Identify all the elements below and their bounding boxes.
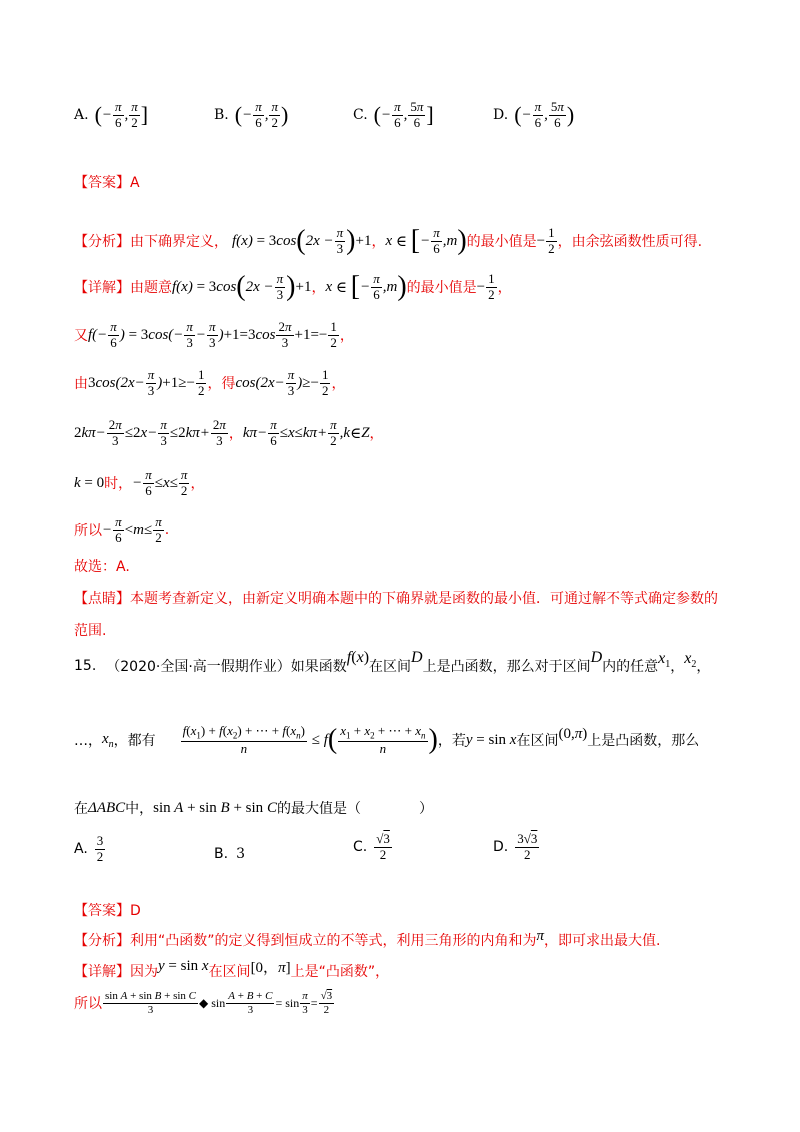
q15-final [74, 990, 335, 1016]
q15-option-d: D. $\frac{3√3}{2}$ [493, 831, 538, 862]
q15-answer: 【答案】D [74, 903, 141, 919]
option-b [214, 100, 288, 131]
q15-detail-text3: 上是“凸函数”， [290, 963, 390, 980]
q14-step2-math2: cos(2x− $\frac{\pi}{3}$ ) ≥− $\frac{1}{2}$ [235, 367, 329, 398]
q15-detail-text4: 所以 [74, 996, 102, 1013]
q15-option-a-label: A. [74, 841, 88, 858]
q14-step3-math2: kπ− $\frac{\pi}{6}$ ≤ x ≤ kπ+ $\frac{\pi}{2}$ ,k ∈ Z [242, 417, 370, 448]
q15-stem-line3: 在 ΔABC 中， sin A + sin B + sin C 的最大值是（ ） [74, 799, 433, 817]
q15-analysis: 【分析】 利用“凸函数”的定义得到恒成立的不等式，利用三角形的内角和为 π ，即可求出最大值. [74, 927, 661, 949]
q14-comment-tag: 【点睛】 [74, 591, 130, 607]
q15-analysis-text: 利用“凸函数”的定义得到恒成立的不等式，利用三角形的内角和为 [130, 933, 537, 949]
q14-step1-math: f(− $\frac{\pi}{6}$ ) = 3 cos(− $\frac{\pi}{3}$ − $\frac{\pi}{3}$ ) +1=3 cos $\frac{2\pi}{3}$ +1=− $\frac{1}{2}$ [88, 319, 337, 350]
q15-detail-text1: 因为 [130, 963, 158, 980]
q15-stem-line1: 15. （2020·全国·高一假期作业） 如果函数 f(x) 在区间 D 上是凸函数，那么对于区间 D 内的任意 $x_1$ ， $x_2$ ， [74, 649, 711, 676]
q14-analysis-formula: f(x) = 3 cos ( 2x − $\frac{\pi}{3}$ ) +1 [232, 225, 372, 257]
option-c [353, 100, 434, 131]
option-b-label: B. [214, 107, 229, 124]
q15-option-d-label: D. [493, 839, 509, 856]
q14-detail-text2: 的最小值是 [406, 280, 477, 297]
q14-step4-math: − $\frac{\pi}{6}$ ≤ x ≤ $\frac{\pi}{2}$ [132, 467, 188, 498]
q15-option-c-label: C. [353, 839, 368, 856]
q15-text2: 在区间 [369, 659, 412, 676]
q15-text4: 内的任意 [602, 659, 659, 676]
q14-step4: k = 0 时， − $\frac{\pi}{6}$ ≤ x ≤ $\frac{\pi}{2}$ ， [74, 467, 205, 498]
q15-text3: 上是凸函数，那么对于区间 [422, 659, 591, 676]
q14-step2-pre: 由 [74, 376, 88, 393]
q15-final-math: $\frac{\text{sin A + sin B + sin C}}{3}$ ◆ sin $\frac{A + B + C}{3}$ = sin $\frac{\pi}{3}$ = $\frac{√3}{2}$ [105, 990, 333, 1016]
q14-detail: 【详解】 由题意 f(x) = 3 cos ( 2x − $\frac{\pi}{3}$ ) +1 ， x ∈ [ − $\frac{\pi}{6}$ ,m ) 的最小值是 − $\frac{1}{2}$ ， [74, 271, 512, 303]
q15-text6: ，若 [437, 733, 466, 750]
q14-step3-math1: 2 kπ− $\frac{2\pi}{3}$ ≤2 x− $\frac{\pi}{3}$ ≤2 kπ+ $\frac{2\pi}{3}$ [74, 417, 226, 448]
option-d-math: ( − $\frac{\pi}{6}$ , $\frac{5\pi}{6}$ ) [514, 99, 575, 130]
option-c-label: C. [353, 107, 368, 124]
option-a [74, 100, 148, 131]
q15-number: 15. [74, 658, 97, 675]
q14-detail-domain: x ∈ [ − $\frac{\pi}{6}$ ,m ) [325, 271, 407, 303]
q15-analysis-tag: 【分析】 [74, 933, 130, 949]
q14-comment-line1: 本题考查新定义，由新定义明确本题中的下确界就是函数的最小值．可通过解不等式确定参数的 [130, 591, 718, 607]
q14-step2-math1: 3 cos(2x− $\frac{\pi}{3}$ ) +1≥− $\frac{1}{2}$ [88, 367, 205, 398]
q14-step2-mid: ，得 [207, 376, 236, 393]
q15-text12: ） [418, 801, 433, 817]
option-a-math: ( − $\frac{\pi}{6}$ , $\frac{\pi}{2}$ ] [94, 99, 149, 130]
q14-comment-line2: 范围. [74, 623, 107, 639]
q14-detail-formula: f(x) = 3 cos ( 2x − $\frac{\pi}{3}$ ) +1 [172, 271, 312, 303]
q14-step2: 由 3 cos(2x− $\frac{\pi}{3}$ ) +1≥− $\frac{1}{2}$ ，得 cos(2x− $\frac{\pi}{3}$ ) ≥− $\frac{1}{2}$ ， [74, 367, 346, 398]
q14-analysis-text1: 由下确界定义， [130, 234, 228, 251]
q15-text1: 如果函数 [290, 659, 347, 676]
q15-option-a: A. $\frac{3}{2}$ [74, 833, 104, 864]
option-c-math: ( − $\frac{\pi}{6}$ , $\frac{5\pi}{6}$ ] [373, 99, 434, 130]
option-d [493, 100, 574, 131]
q15-source: （2020·全国·高一假期作业） [106, 659, 291, 676]
q15-stem-line2: …， $x_n$ ， 都有 $\frac{f(x_1) + f(x_2) + \cdots + f(x_n)}{n}$ ≤ f ( $\frac{x_1 + x_2 + \cdots + x_n}{n}$ ) ，若 y = sin x 在区间 (0,π) 上是凸函数，那么 [74, 723, 700, 756]
q14-step5-text: 所以 [74, 523, 102, 540]
q15-detail: 【详解】 因为 y = sin x 在区间 [0，π] 上是“凸函数”， [74, 958, 390, 980]
q14-step5: 所以 − $\frac{\pi}{6}$ < m ≤ $\frac{\pi}{2}$ . [74, 514, 170, 545]
q14-step4-text: 时， [104, 476, 133, 493]
option-b-math: ( − $\frac{\pi}{6}$ , $\frac{\pi}{2}$ ) [234, 99, 289, 130]
q15-analysis-end: ，即可求出最大值. [544, 933, 661, 949]
q15-text10: 中， [125, 801, 154, 817]
q14-analysis-text2: 的最小值是 [466, 234, 537, 251]
q14-detail-tag: 【详解】 [74, 280, 130, 297]
q15-inequality: $\frac{f(x_1) + f(x_2) + \cdots + f(x_n)}{n}$ ≤ f ( $\frac{x_1 + x_2 + \cdots + x_n}{n}$ ) [182, 723, 438, 756]
q15-text5: 都有 [127, 733, 156, 750]
q15-option-b-value: 3 [236, 846, 245, 862]
q14-step1-pre: 又 [74, 328, 88, 345]
q14-analysis-domain: x ∈ [ − $\frac{\pi}{6}$ ,m ) [385, 225, 467, 257]
q15-detail-tag: 【详解】 [74, 963, 130, 980]
q15-option-b-label: B. [214, 846, 229, 862]
q14-comment [74, 588, 718, 608]
q14-step1: 又 f(− $\frac{\pi}{6}$ ) = 3 cos(− $\frac{\pi}{3}$ − $\frac{\pi}{3}$ ) +1=3 cos $\frac{2\pi}{3}$ +1=− $\frac{1}{2}$ ， [74, 319, 354, 350]
q15-option-c: C. $\frac{√3}{2}$ [353, 831, 390, 862]
q15-text11: 的最大值是（ [276, 801, 361, 817]
q15-text8: 上是凸函数，那么 [587, 733, 700, 750]
q14-step5-math: − $\frac{\pi}{6}$ < m ≤ $\frac{\pi}{2}$ [102, 514, 162, 545]
q15-text9: 在 [74, 801, 88, 817]
option-a-label: A. [74, 107, 89, 124]
q14-detail-text1: 由题意 [130, 280, 172, 297]
q14-analysis-tag: 【分析】 [74, 234, 130, 251]
q14-analysis: 【分析】 由下确界定义， f(x) = 3 cos ( 2x − $\frac{\pi}{3}$ ) +1 ， x ∈ [ − $\frac{\pi}{6}$ ,m ) 的最小值是 − $\frac{1}{2}$ ，由余弦函数性质可得. [74, 225, 703, 257]
q15-detail-text2: 在区间 [208, 963, 251, 980]
q14-analysis-text3: ，由余弦函数性质可得. [557, 234, 703, 251]
q15-option-b [214, 846, 245, 862]
q14-step3: 2 kπ− $\frac{2\pi}{3}$ ≤2 x− $\frac{\pi}{3}$ ≤2 kπ+ $\frac{2\pi}{3}$ ， kπ− $\frac{\pi}{6}$ ≤ x ≤ kπ+ $\frac{\pi}{2}$ ,k ∈ Z ， [74, 417, 384, 448]
q14-answer: 【答案】A [74, 175, 140, 191]
q15-text7: 在区间 [516, 733, 559, 750]
q14-choose: 故选：A. [74, 559, 130, 575]
option-d-label: D. [493, 107, 509, 124]
